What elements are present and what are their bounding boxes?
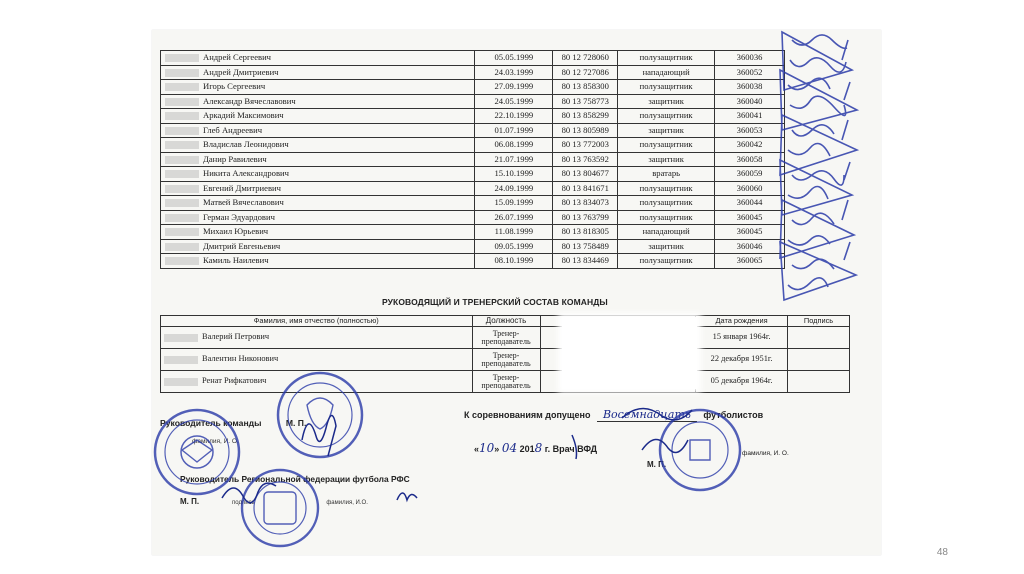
- staff-dob: 15 января 1964г.: [696, 327, 788, 349]
- player-dob-text: 05.05.1999: [494, 52, 534, 63]
- staff-dob: 05 декабря 1964г.: [696, 371, 788, 393]
- player-name-text: Аркадий Максимович: [203, 110, 284, 121]
- player-name-text: Никита Александрович: [203, 168, 289, 179]
- doctor-label: г. Врач ВФД: [544, 444, 598, 454]
- right-stamp-column: [780, 32, 857, 300]
- staff-role-line2: преподаватель: [481, 380, 531, 390]
- date-month: 04: [501, 441, 518, 455]
- player-position-text: защитник: [648, 95, 684, 106]
- player-id-text: 360044: [736, 197, 763, 208]
- staff-section-title: РУКОВОДЯЩИЙ И ТРЕНЕРСКИЙ СОСТАВ КОМАНДЫ: [382, 297, 608, 307]
- player-dob-text: 09.05.1999: [494, 240, 534, 251]
- admission-suffix: футболистов: [703, 410, 764, 420]
- player-dob-text: 08.10.1999: [494, 255, 534, 266]
- staff-role-line2: преподаватель: [481, 358, 531, 368]
- date-day: 10: [479, 441, 495, 455]
- player-id-text: 360053: [736, 124, 763, 135]
- player-dob-text: 11.08.1999: [494, 226, 533, 237]
- staff-header-dob: Дата рождения: [696, 316, 788, 327]
- player-passport-text: 80 13 834469: [561, 255, 609, 266]
- player-name-text: Игорь Сергеевич: [203, 81, 266, 92]
- staff-dob: 22 декабря 1951г.: [696, 349, 788, 371]
- player-name-text: Александр Вячеславович: [203, 95, 296, 106]
- team-lead-text: Руководитель команды: [160, 418, 262, 428]
- player-id-text: 360036: [736, 52, 763, 63]
- player-passport-text: 80 13 805989: [561, 124, 609, 135]
- player-position-text: полузащитник: [639, 197, 693, 208]
- player-position-text: защитник: [648, 240, 684, 251]
- player-id-text: 360046: [736, 240, 763, 251]
- staff-name-text: Валерий Петрович: [202, 332, 270, 342]
- sub-fio-label: фамилия, И.О.: [326, 500, 368, 506]
- player-passport-text: 80 13 772003: [561, 139, 609, 150]
- player-id-text: 360065: [736, 255, 763, 266]
- player-id-text: 360041: [736, 110, 763, 121]
- player-name-text: Матвей Вячеславович: [203, 197, 284, 208]
- player-name-text: Герман Эдуардович: [203, 211, 275, 222]
- player-dob-text: 27.09.1999: [494, 81, 534, 92]
- player-name-text: Евгений Дмитриевич: [203, 182, 281, 193]
- player-dob-text: 21.07.1999: [494, 153, 534, 164]
- round-stamp-center: [278, 373, 362, 457]
- player-name-text: Андрей Дмитриевич: [203, 66, 279, 77]
- player-passport-text: 80 13 758773: [561, 95, 609, 106]
- player-passport-text: 80 13 804677: [561, 168, 609, 179]
- date-year-prefix: 201: [519, 444, 535, 454]
- player-passport-text: 80 13 818305: [561, 226, 609, 237]
- player-id-text: 360045: [736, 211, 763, 222]
- staff-header-sign: Подпись: [788, 316, 850, 327]
- player-passport-text: 80 13 763592: [561, 153, 609, 164]
- staff-role-line1: Тренер-: [492, 372, 520, 382]
- player-passport-text: 80 13 858300: [561, 81, 609, 92]
- player-position-text: полузащитник: [639, 110, 693, 121]
- scanned-document: [152, 30, 881, 555]
- player-id-text: 360059: [736, 168, 763, 179]
- player-name-text: Владислав Леонидович: [203, 139, 289, 150]
- mp-label: М. П.: [285, 418, 307, 428]
- round-stamp-bottom: [242, 470, 318, 546]
- staff-role-line2: преподаватель: [481, 336, 531, 346]
- player-dob-text: 24.03.1999: [494, 66, 534, 77]
- player-position-text: защитник: [648, 153, 684, 164]
- stamps-and-signatures: [152, 30, 881, 555]
- staff-header-role: Должность: [472, 316, 540, 327]
- date-year-hand: 8: [534, 441, 543, 455]
- player-name-text: Камиль Наилевич: [203, 255, 269, 266]
- player-passport-text: 80 13 758489: [561, 240, 609, 251]
- player-position-text: нападающий: [642, 226, 690, 237]
- player-name-text: Глеб Андреевич: [203, 124, 263, 135]
- player-passport-text: 80 13 763799: [561, 211, 609, 222]
- player-position-text: нападающий: [642, 66, 690, 77]
- player-position-text: полузащитник: [639, 182, 693, 193]
- player-passport-text: 80 12 727086: [561, 66, 609, 77]
- page-number: 48: [936, 547, 948, 558]
- player-dob-text: 15.09.1999: [494, 197, 534, 208]
- player-position-text: полузащитник: [639, 139, 693, 150]
- player-name-text: Андрей Сергеевич: [203, 52, 272, 63]
- doctor-fio-label: фамилия, И. О.: [742, 450, 789, 457]
- player-position-text: защитник: [648, 124, 684, 135]
- doctor-mp-label: М. П.: [647, 460, 667, 469]
- player-dob-text: 15.10.1999: [494, 168, 534, 179]
- player-position-text: полузащитник: [639, 211, 693, 222]
- player-dob-text: 06.08.1999: [494, 139, 534, 150]
- player-position-text: полузащитник: [639, 255, 693, 266]
- player-position-text: полузащитник: [639, 81, 693, 92]
- round-stamp-doctor: [660, 410, 740, 490]
- player-passport-text: 80 13 858299: [561, 110, 609, 121]
- player-id-text: 360040: [736, 95, 763, 106]
- player-passport-text: 80 12 728060: [561, 52, 609, 63]
- player-id-text: 360038: [736, 81, 763, 92]
- player-dob-text: 26.07.1999: [494, 211, 534, 222]
- admission-prefix: К соревнованиям допущено: [464, 410, 591, 420]
- player-id-text: 360045: [736, 226, 763, 237]
- player-dob-text: 24.05.1999: [494, 95, 534, 106]
- round-stamp-left: [155, 410, 239, 494]
- staff-role-line1: Тренер-: [492, 350, 520, 360]
- player-id-text: 360052: [736, 66, 763, 77]
- player-position-text: полузащитник: [639, 52, 693, 63]
- player-dob-text: 22.10.1999: [494, 110, 534, 121]
- player-dob-text: 01.07.1999: [494, 124, 534, 135]
- player-position-text: вратарь: [652, 168, 681, 179]
- player-name-text: Михаил Юрьевич: [203, 226, 269, 237]
- staff-role-line1: Тренер-: [492, 328, 520, 338]
- player-name-text: Данир Равилевич: [203, 153, 267, 164]
- player-passport-text: 80 13 841671: [561, 182, 609, 193]
- player-id-text: 360060: [736, 182, 763, 193]
- player-id-text: 360042: [736, 139, 763, 150]
- staff-name-text: Ренат Рифкатович: [202, 376, 267, 386]
- team-lead-fio-sub: фамилия, И. О.: [192, 438, 239, 445]
- admission-handwritten: Восемнадцать: [597, 408, 697, 422]
- federation-mp-label: М. П.: [180, 497, 200, 506]
- federation-lead-label: Руководитель Региональной федерации футбола РФС: [180, 474, 410, 484]
- date-line: «10» 04 2018 г. Врач ВФД: [474, 441, 598, 455]
- staff-name-text: Валентин Никонович: [202, 354, 279, 364]
- player-dob-text: 24.09.1999: [494, 182, 534, 193]
- player-name-text: Дмитрий Евгеньевич: [203, 240, 281, 251]
- player-passport-text: 80 13 834073: [561, 197, 609, 208]
- player-id-text: 360058: [736, 153, 763, 164]
- sub-sign-label: подпись: [232, 500, 255, 506]
- staff-header-name: Фамилия, имя отчество (полностью): [161, 316, 473, 327]
- pen-signatures: [222, 408, 692, 502]
